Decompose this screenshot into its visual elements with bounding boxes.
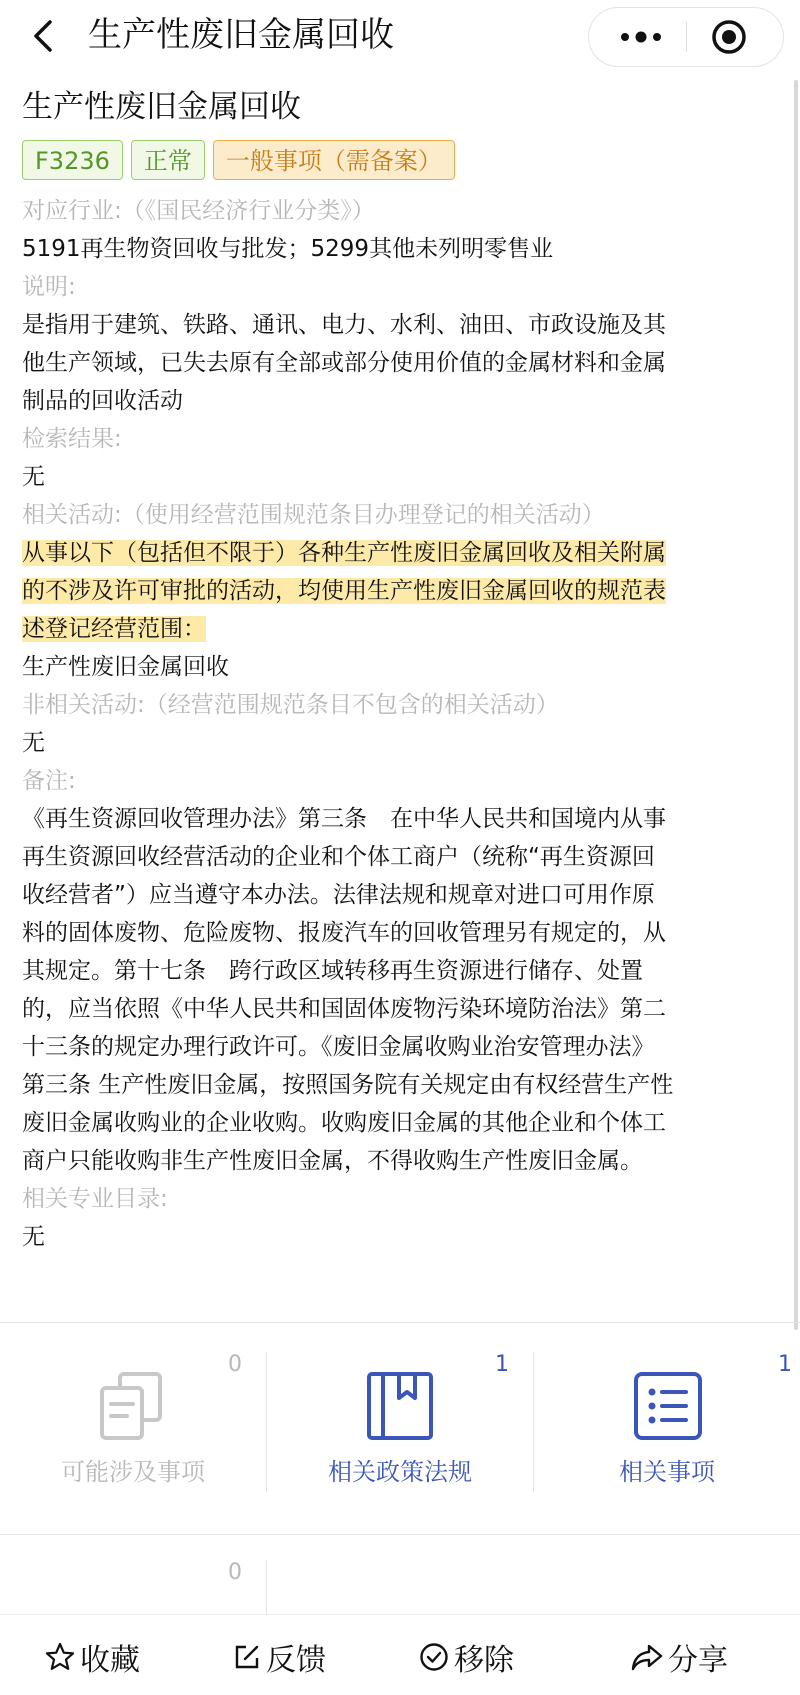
remove-button[interactable] xyxy=(418,1637,514,1677)
description-label: 说明: xyxy=(22,274,76,300)
industry-value: 5191再生物资回收与批发；5299其他未列明零售业 xyxy=(22,236,554,262)
edit-icon xyxy=(232,1642,262,1672)
code-tag: F3236 xyxy=(22,140,123,180)
note-line: 商户只能收购非生产性废旧金属，不得收购生产性废旧金属。 xyxy=(22,1148,643,1174)
industry-label: 对应行业:（《国民经济行业分类》） xyxy=(22,198,375,224)
chevron-left-icon xyxy=(26,14,66,58)
nav-title: 生产性废旧金属回收 xyxy=(88,15,394,55)
search-result-label: 检索结果: xyxy=(22,426,122,452)
miniprogram-capsule xyxy=(588,7,784,67)
check-circle-icon xyxy=(418,1641,450,1673)
search-result-value: 无 xyxy=(22,464,45,490)
description-text xyxy=(22,306,764,420)
note-line: 收经营者”）应当遵守本办法。法律法规和规章对进口可用作原 xyxy=(22,882,655,908)
feedback-button[interactable] xyxy=(232,1637,326,1677)
note-line: 料的固体废物、危险废物、报废汽车的回收管理另有规定的，从 xyxy=(22,920,666,946)
note-line: 第三条 生产性废旧金属，按照国务院有关规定由有权经营生产性 xyxy=(22,1072,674,1098)
status-tag: 正常 xyxy=(131,140,205,180)
close-miniprogram-button[interactable] xyxy=(709,17,749,57)
related-activity-value: 生产性废旧金属回收 xyxy=(22,654,229,680)
item-title: 生产性废旧金属回收 xyxy=(22,89,301,125)
related-policy-cell[interactable] xyxy=(267,1352,533,1492)
share-button[interactable] xyxy=(630,1637,728,1677)
highlight-line: 从事以下（包括但不限于）各种生产性废旧金属回收及相关附属 xyxy=(22,540,666,566)
related-activity-label: 相关活动:（使用经营范围规范条目办理登记的相关活动） xyxy=(22,502,605,528)
grid-row-divider xyxy=(0,1534,800,1535)
related-policy-label: 相关政策法规 xyxy=(328,1458,472,1486)
remove-label: 移除 xyxy=(454,1643,514,1678)
share-icon xyxy=(630,1642,664,1672)
related-activity-highlight xyxy=(22,534,764,648)
tag-row xyxy=(22,140,764,180)
grid-divider xyxy=(266,1560,267,1614)
catalog-label: 相关专业目录: xyxy=(22,1186,168,1212)
note-line: 的，应当依照《中华人民共和国固体废物污染环境防治法》第二 xyxy=(22,996,666,1022)
feedback-label: 反馈 xyxy=(266,1643,326,1678)
book-bookmark-icon xyxy=(363,1370,437,1444)
grid-top-divider xyxy=(0,1322,800,1323)
star-icon xyxy=(44,1641,76,1673)
second-row-count: 0 xyxy=(228,1560,242,1585)
note-line: 再生资源回收经营活动的企业和个体工商户（统称“再生资源回 xyxy=(22,844,655,870)
possible-items-count: 0 xyxy=(228,1352,242,1377)
highlight-line: 述登记经营范围： xyxy=(22,616,206,642)
more-dots-icon xyxy=(611,20,671,54)
note-line: 《再生资源回收管理办法》第三条 在中华人民共和国境内从事 xyxy=(22,806,666,832)
nonrelated-activity-value: 无 xyxy=(22,730,45,756)
related-items-label: 相关事项 xyxy=(619,1458,715,1486)
item-detail xyxy=(22,82,764,1256)
related-items-count: 1 xyxy=(778,1352,792,1377)
back-button[interactable] xyxy=(26,14,66,58)
description-line: 制品的回收活动 xyxy=(22,388,183,414)
description-line: 是指用于建筑、铁路、通讯、电力、水利、油田、市政设施及其 xyxy=(22,312,666,338)
highlight-line: 的不涉及许可审批的活动，均使用生产性废旧金属回收的规范表 xyxy=(22,578,666,604)
note-text xyxy=(22,800,764,1180)
second-row-cell[interactable] xyxy=(0,1560,266,1614)
scrollbar[interactable] xyxy=(794,80,798,1330)
document-copy-icon xyxy=(98,1372,168,1442)
related-policy-count: 1 xyxy=(495,1352,509,1377)
note-label: 备注: xyxy=(22,768,76,794)
possible-items-label: 可能涉及事项 xyxy=(61,1458,205,1486)
nonrelated-activity-label: 非相关活动:（经营范围规范条目不包含的相关活动） xyxy=(22,692,559,718)
record-circle-icon xyxy=(709,17,749,57)
note-line: 其规定。第十七条 跨行政区域转移再生资源进行储存、处置 xyxy=(22,958,643,984)
navigation-bar xyxy=(0,0,800,72)
more-button[interactable] xyxy=(611,20,671,54)
description-line: 他生产领域，已失去原有全部或部分使用价值的金属材料和金属 xyxy=(22,350,666,376)
catalog-value: 无 xyxy=(22,1224,45,1250)
list-icon xyxy=(632,1370,704,1442)
note-line: 废旧金属收购业的企业收购。收购废旧金属的其他企业和个体工 xyxy=(22,1110,666,1136)
favorite-button[interactable] xyxy=(44,1637,140,1677)
type-tag: 一般事项（需备案） xyxy=(213,140,455,180)
capsule-divider xyxy=(686,22,687,52)
possible-items-cell[interactable] xyxy=(0,1352,266,1492)
related-items-cell[interactable] xyxy=(534,1352,800,1492)
note-line: 十三条的规定办理行政许可。《废旧金属收购业治安管理办法》 xyxy=(22,1034,655,1060)
bottom-action-bar xyxy=(0,1614,800,1695)
share-label: 分享 xyxy=(668,1643,728,1678)
favorite-label: 收藏 xyxy=(80,1643,140,1678)
